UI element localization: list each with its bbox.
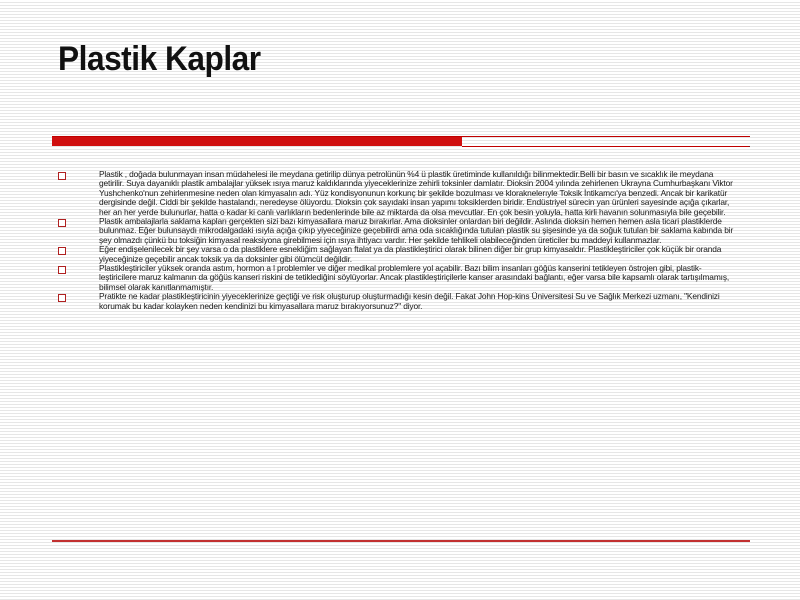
square-bullet-icon xyxy=(58,294,66,302)
bullet-text: Plastik ambalajlarla saklama kapları gerçekten sizi bazı kimyasallara maruz bırakırlar. Ama dioksinler onlardan biri değildir. Aslında dioksin hemen hemen asla ticari plastiklerde bulunmaz. Eğer bulunsaydı mikrodalgadaki ısıyla açığa çıkıp yiyeceğinize geçebilirdi ama oda sıcaklığında tutulan plastik su şişesinde ya da soğuk tutulan bir saklama kabında bir şey olmazdı çünkü bu toksiğin kimyasal reaksiyona girebilmesi için ısıya ihtiyacı vardır. Her şekilde tehlikeli olabileceğinden üreticiler bu maddeyi kullanmazlar. xyxy=(99,216,734,245)
slide-title: Plastik Kaplar xyxy=(58,40,261,78)
square-bullet-icon xyxy=(58,172,66,180)
footer-rule xyxy=(52,540,750,542)
bullet-item xyxy=(58,245,746,264)
bullet-item xyxy=(58,217,746,245)
bullet-text: Plastik , doğada bulunmayan insan müdahelesi ile meydana getirilip dünya petrolünün %4 ü plastik üretiminde kullanıldığı bilinmektedir.Belli bir basın ve sıcaklık ile meydana getirilir. Suya dayanıklı plastik ambalajlar yüksek ısıya maruz kaldıklarında yiyeceklerinize zehirli toksinler damlatır. Dioksin 2004 yılında zehirlenen Ukrayna Cumhurbaşkanı Viktor Yushchenko'nun zehirlenmesine neden olan kimyasalın adı. Yüz kondisyonunun korkunç bir şekilde bozulması ve kloraknelerıyle Toksik İntikamcı'ya benzedi. Ancak bir karikatür dergisinde değil. Ciddi bir şekilde hastalandı, neredeyse ölüyordu. Dioksin çok sayıdaki insan yapımı toksiklerden biridir. Endüstriyel sürecin yan ürünleri sayesinde açığa çıkarlar, her an her yerde bulunurlar, hatta o kadar ki canlı varlıkların bedenlerinde bile az miktarda da olsa mevcutlar. En çok besin yoluyla, hatta kirli havanın solunmasıyla bile geçebilir. xyxy=(99,169,733,217)
decor-dot: . xyxy=(748,140,751,149)
bullet-item xyxy=(58,292,746,311)
bullet-item xyxy=(58,170,746,217)
square-bullet-icon xyxy=(58,247,66,255)
bullet-text: Eğer endişelenilecek bir şey varsa o da plastiklere esnekliğim sağlayan ftalat ya da plastikleştirici olarak bilinen diğer bir grup kimyasaldır. Plastikleştiriciler çok küçük bir oranda yiyeceğinize geçebilir ancak toksik ya da doksinler gibi ölümcül değildir. xyxy=(99,244,722,264)
square-bullet-icon xyxy=(58,219,66,227)
square-bullet-icon xyxy=(58,266,66,274)
bullet-text: Plastikleştiriciler yüksek oranda astım, hormon a l problemler ve diğer medikal problemlere yol açabilir. Bazı bilim insanları göğüs kanserini tetikleyen östrojen gibi, plastik-leştiricilere maruz kalmanın da göğüs kanseri riskini de tetiklediğini söylüyorlar. Ancak plastikleştiriçilerle kanser arasındaki bağlantı, eğer varsa bile kapsamlı olarak tartışılmamış, bilimsel olarak kanıtlanmamıştır. xyxy=(99,263,730,292)
title-rule-underline xyxy=(462,146,750,147)
bullet-list xyxy=(58,170,746,311)
bullet-text: Pratikte ne kadar plastikleştiricinin yiyeceklerinize geçtiği ve risk oluşturup oluşturmadığı kesin değil. Fakat John Hop-kins Üniversitesi Su ve Sağlık Merkezi uzmanı, "Kendinizi korumak bu kadar kolayken neden kendinizi bu kimyasallara maruz bırakıyorsunuz?" diyor. xyxy=(99,291,720,311)
bullet-item xyxy=(58,264,746,292)
title-rule-thick xyxy=(52,137,462,146)
